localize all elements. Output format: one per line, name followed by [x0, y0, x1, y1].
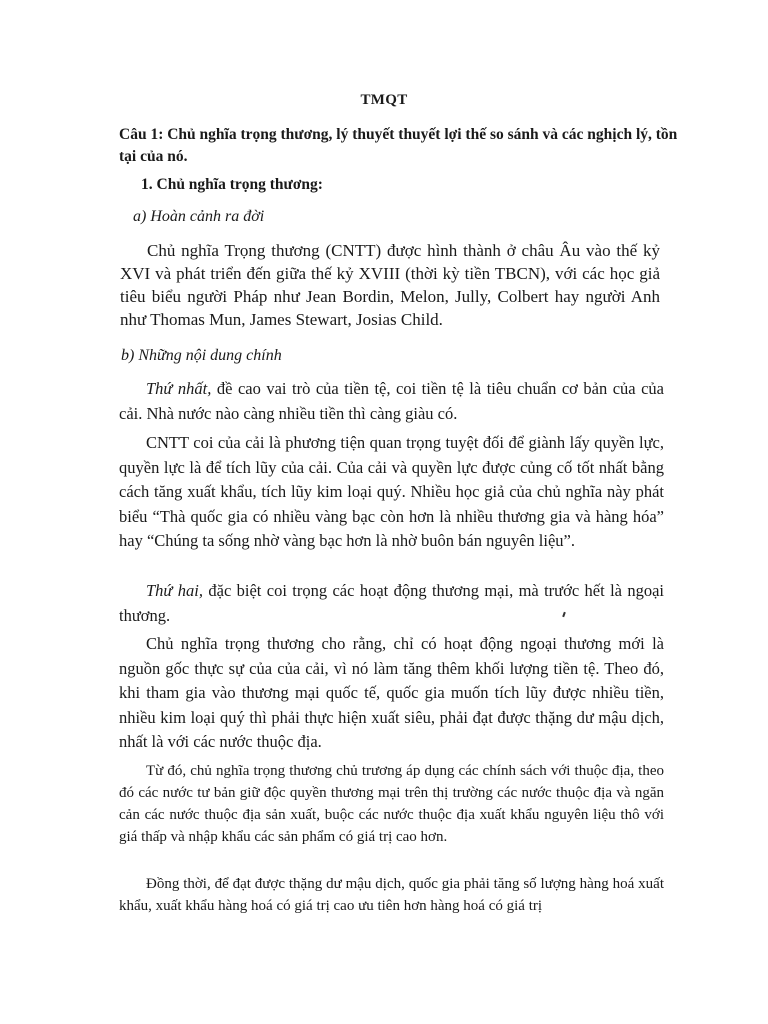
paragraph-text: đặc biệt coi trọng các hoạt động thương mại, mà trước hết là ngoại thương. [119, 581, 665, 625]
document-title: TMQT [360, 92, 408, 108]
paragraph-first-point [119, 377, 664, 426]
paragraph-lead-italic: Thứ hai, [146, 581, 204, 600]
question-heading: Câu 1: Chủ nghĩa trọng thương, lý thuyết thuyết lợi thế so sánh và các nghịch lý, tồn tại của nó. [119, 126, 678, 165]
paragraph-lead-italic: Thứ nhất, [146, 379, 212, 398]
subsection-heading-b: b) Những nội dung chính [121, 347, 282, 364]
paragraph-text: đề cao vai trò của tiền tệ, coi tiền tệ là tiêu chuẩn cơ bản của của cải. Nhà nước nào càng nhiều tiền thì càng giàu có. [119, 379, 664, 423]
paragraph-cntt: CNTT coi của cải là phương tiện quan trọng tuyệt đối để giành lấy quyền lực, quyền lực là để tích lũy của cải. Của cải và quyền lực được củng cố tốt nhất bằng cách tăng xuất khẩu, tích lũy kim loại quý. Nhiều học giả của chủ nghĩa này phát biểu “Thà quốc gia có nhiều vàng bạc còn hơn là nhiều thương gia và hàng hóa” hay “Chúng ta sống nhờ vàng bạc hơn là nhờ buôn bán nguyên liệu”. [119, 433, 664, 550]
section-heading-1: 1. Chủ nghĩa trọng thương: [141, 176, 323, 193]
paragraph-foreign-trade: Chủ nghĩa trọng thương cho rằng, chỉ có hoạt động ngoại thương mới là nguồn gốc thực sự của của cải, vì nó làm tăng thêm khối lượng tiền tệ. Theo đó, khi tham gia vào thương mại quốc tế, quốc gia muốn tích lũy được nhiều tiền, nhiều kim loại quý thì phải thực hiện xuất siêu, phải đạt được thặng dư mậu dịch, nhất là với các nước thuộc địa. [119, 634, 664, 751]
paragraph-colonial-policy: Từ đó, chủ nghĩa trọng thương chủ trương áp dụng các chính sách với thuộc địa, theo đó các nước tư bản giữ độc quyền thương mại trên thị trường các nước thuộc địa và ngăn cản các nước thuộc địa sản xuất, buộc các nước thuộc địa xuất khẩu nguyên liệu thô với giá thấp và nhập khẩu các sản phẩm có giá trị cao hơn. [119, 763, 664, 845]
paragraph-trade-surplus: Đồng thời, để đạt được thặng dư mậu dịch, quốc gia phải tăng số lượng hàng hoá xuất khẩu, xuất khẩu hàng hoá có giá trị cao ưu tiên hơn hàng hoá có giá trị [119, 876, 664, 914]
subsection-heading-a: a) Hoàn cảnh ra đời [133, 208, 265, 225]
paragraph-second-point [119, 579, 664, 628]
paragraph-background: Chủ nghĩa Trọng thương (CNTT) được hình thành ở châu Âu vào thế kỷ XVI và phát triển đến giữa thế kỷ XVIII (thời kỳ tiền TBCN), với các học giả tiêu biểu người Pháp như Jean Bordin, Melon, Jully, Colbert hay người Anh như Thomas Mun, James Stewart, Josias Child. [120, 241, 660, 329]
